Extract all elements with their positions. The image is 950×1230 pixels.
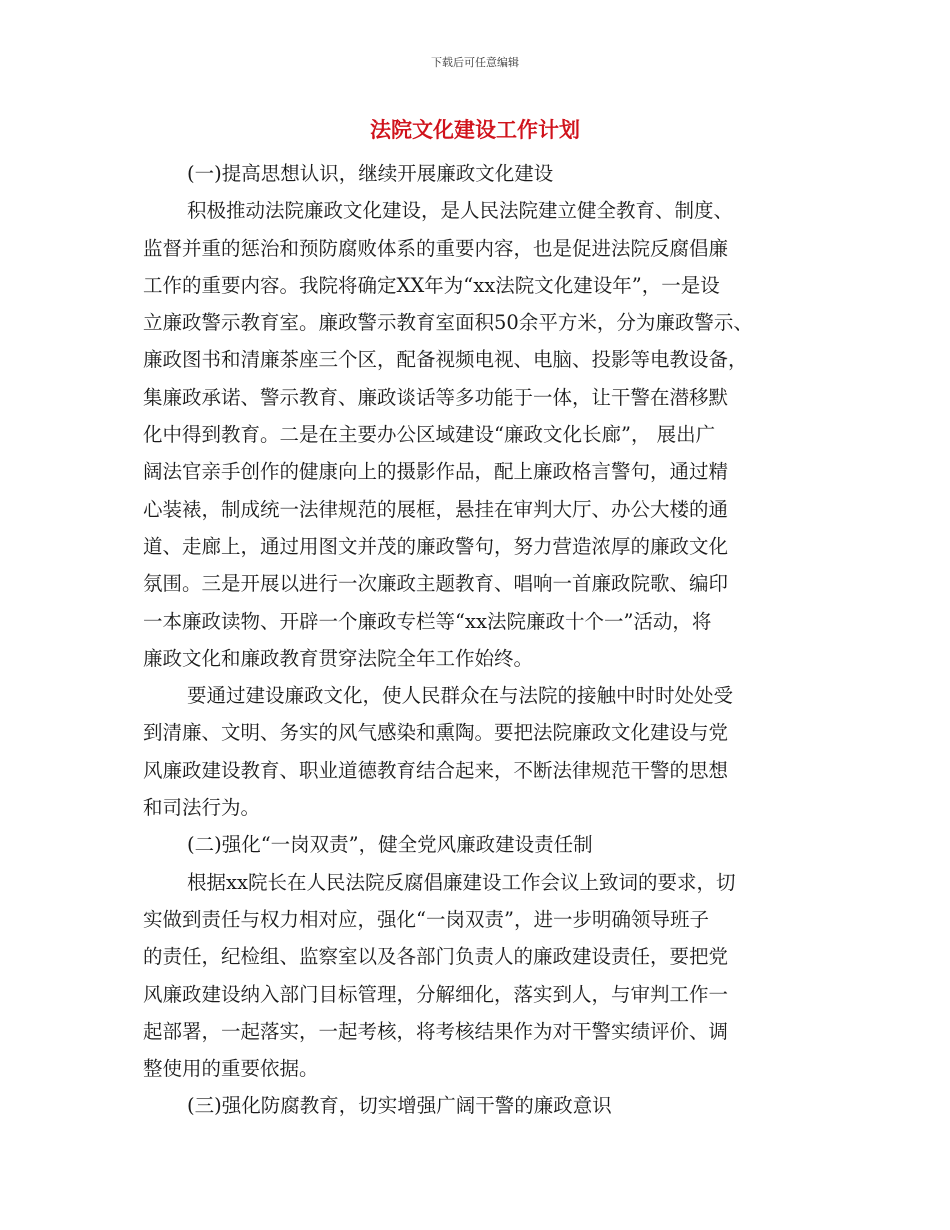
- text-line: 化中得到教育。二是在主要办公区域建设“廉政文化长廊”， 展出广: [143, 423, 716, 447]
- text-line: 工作的重要内容。我院将确定XX年为“xx法院文化建设年”，一是设: [143, 273, 720, 297]
- text-line: 的责任，纪检组、监察室以及各部门负责人的廉政建设责任，要把党: [143, 945, 729, 969]
- text-line: 立廉政警示教育室。廉政警示教育室面积50余平方米，分为廉政警示、: [143, 311, 753, 335]
- document-body: [143, 155, 833, 1125]
- text-line: 要通过建设廉政文化，使人民群众在与法院的接触中时时处处受: [187, 684, 734, 708]
- text-line: 风廉政建设教育、职业道德教育结合起来，不断法律规范干警的思想: [143, 758, 729, 782]
- text-line: 心装裱，制成统一法律规范的展框，悬挂在审判大厅、办公大楼的通: [143, 497, 729, 521]
- text-line: 根据xx院长在人民法院反腐倡廉建设工作会议上致词的要求，切: [187, 870, 736, 894]
- text-line: (一)提高思想认识，继续开展廉政文化建设: [187, 162, 554, 185]
- text-line: 整使用的重要依据。: [143, 1057, 319, 1081]
- text-line: 廉政文化和廉政教育贯穿法院全年工作始终。: [143, 646, 534, 670]
- text-line: 氛围。三是开展以进行一次廉政主题教育、唱响一首廉政院歌、编印: [143, 572, 729, 596]
- text-line: 集廉政承诺、警示教育、廉政谈话等多功能于一体，让干警在潜移默: [143, 385, 729, 409]
- text-line: (三)强化防腐教育，切实增强广阔干警的廉政意识: [187, 1094, 612, 1118]
- text-line: (二)强化“一岗双责”，健全党风廉政建设责任制: [187, 833, 593, 857]
- text-line: 一本廉政读物、开辟一个廉政专栏等“xx法院廉政十个一”活动，将: [143, 609, 712, 633]
- text-line: 积极推动法院廉政文化建设，是人民法院建立健全教育、制度、: [187, 199, 734, 223]
- text-line: 道、走廊上，通过用图文并茂的廉政警句，努力营造浓厚的廉政文化: [143, 534, 729, 558]
- document-title: 法院文化建设工作计划: [370, 118, 580, 142]
- text-line: 和司法行为。: [143, 796, 261, 820]
- text-line: 起部署，一起落实，一起考核，将考核结果作为对干警实绩评价、调: [143, 1019, 729, 1043]
- header-note: 下载后可任意编辑: [431, 56, 519, 69]
- text-line: 廉政图书和清廉茶座三个区，配备视频电视、电脑、投影等电教设备，: [143, 348, 748, 372]
- text-line: 到清廉、文明、务实的风气感染和熏陶。要把法院廉政文化建设与党: [143, 721, 729, 745]
- text-line: 实做到责任与权力相对应，强化“一岗双责”，进一步明确领导班子: [143, 907, 709, 931]
- text-line: 阔法官亲手创作的健康向上的摄影作品，配上廉政格言警句，通过精: [143, 460, 729, 484]
- text-line: 风廉政建设纳入部门目标管理，分解细化，落实到人，与审判工作一: [143, 982, 729, 1006]
- text-line: 监督并重的惩治和预防腐败体系的重要内容，也是促进法院反腐倡廉: [143, 236, 729, 260]
